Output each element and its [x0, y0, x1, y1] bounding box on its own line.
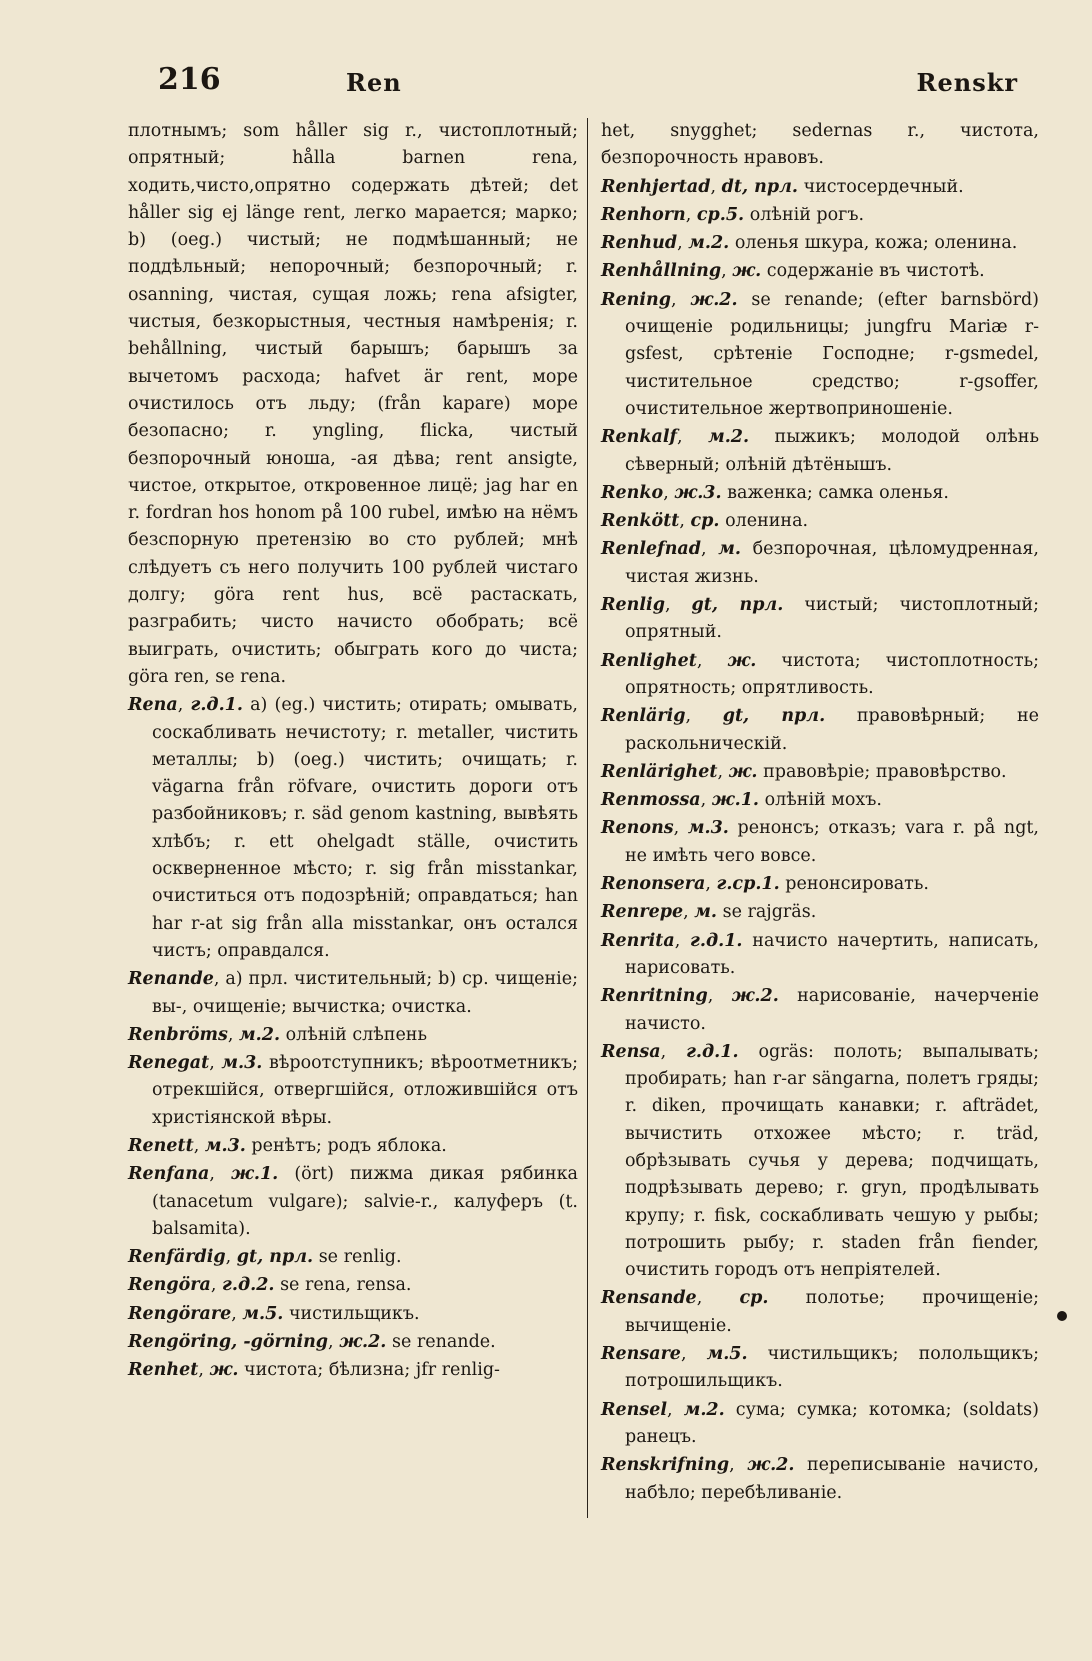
- entry-headword: Renons: [601, 818, 674, 839]
- dictionary-entry: Renande, a) прл. чистительный; b) ср. чищеніе; вы-, очищеніе; вычистка; очистка.: [128, 969, 578, 1017]
- entry-grammar: м.5.: [706, 1344, 748, 1365]
- entry-grammar: ж.: [732, 261, 762, 282]
- continued-entry: het, snygghet; sedernas r., чистота, безпорочность нравовъ.: [601, 121, 1039, 169]
- entry-headword: Rensel: [601, 1399, 668, 1420]
- entry-definition: переписываніе начисто, набѣло; перебѣливаніе.: [625, 1455, 1039, 1503]
- entry-definition: вѣроотступникъ; вѣроотметникъ; отрекшійся, отвергшійся, отложившійся отъ христіянской вѣры.: [152, 1053, 578, 1128]
- entry-headword: Renhet: [128, 1360, 199, 1381]
- entry-grammar: ж.2.: [690, 289, 738, 310]
- entry-grammar: gt, прл.: [691, 595, 784, 616]
- entry-headword: Renhjertad: [601, 176, 711, 197]
- entry-definition: правовѣріе; правовѣрство.: [763, 761, 1007, 782]
- entry-definition: олѣній слѣпень: [285, 1024, 428, 1045]
- entry-headword: Renlefnad: [601, 539, 702, 560]
- entry-grammar: м.3.: [204, 1135, 246, 1156]
- dictionary-entry: Renegat, м.3. вѣроотступникъ; вѣроотметникъ; отрекшійся, отвергшійся, отложившійся отъ христіянской вѣры.: [128, 1053, 578, 1128]
- entry-grammar: gt, прл.: [722, 706, 826, 727]
- dictionary-entry: Renhorn, ср.5. олѣній рогъ.: [601, 204, 865, 225]
- dictionary-entry: Renkalf, м.2. пыжикъ; молодой олѣнь сѣверный; олѣній дѣтёнышъ.: [601, 427, 1039, 475]
- entry-grammar: м.2.: [239, 1024, 281, 1045]
- dictionary-entry: Renrita, г.д.1. начисто начертить, написать, нарисовать.: [601, 930, 1039, 978]
- entry-grammar: ср.: [739, 1288, 769, 1309]
- entry-headword: Renlärig: [601, 706, 686, 727]
- dictionary-entry: Renett, м.3. ренѣтъ; родъ яблока.: [128, 1135, 447, 1156]
- entry-headword: Renkalf: [601, 427, 678, 448]
- continued-entry: плотнымъ; som håller sig r., чистоплотный; опрятный; hålla barnen rena, ходить,чисто,опрятно содержать дѣтей; det håller sig ej länge rent, легко марается; марко; b) (oeg.) чистый; не подмѣшанный; не поддѣльный; непорочный; безпорочный; r. osanning, чистая, сущая ложь; rena afsigter, чистыя, безкорыстныя, честныя намѣренія; r. behållning, чистый барышъ; барышъ за вычетомъ расхода; hafvet är rent, море очистилось отъ льду; (från kapare) море безопасно; r. yngling, flicka, чистый безпорочный юноша, -ая дѣва; rent ansigte, чистое, открытое, откровенное лицё; jag har en r. fordran hos honom på 100 rubel, имѣю на нёмъ безспорную претензію во сто рублей; мнѣ слѣдуетъ съ него получить 100 рублей чистаго долгу; göra rent hus, всё растаскать, разграбить; чисто начисто обобрать; всё выиграть, очистить; обыграть кого до чиста; göra ren, se rena.: [128, 121, 578, 687]
- entry-headword: Renko: [601, 482, 664, 503]
- entry-headword: Renrepe: [601, 902, 684, 923]
- entry-definition: чистота; чистоплотность; опрятность; опрятливость.: [625, 650, 1039, 698]
- entry-grammar: ж.1.: [711, 790, 759, 811]
- entry-headword: Renhud: [601, 233, 678, 254]
- dictionary-entry: Renrepe, м. se rajgräs.: [601, 902, 817, 923]
- entry-definition: правовѣрный; не раскольническій.: [625, 706, 1039, 754]
- entry-grammar: м.3.: [221, 1053, 263, 1074]
- entry-headword: Rensande: [601, 1288, 697, 1309]
- dictionary-entry: Rensare, м.5. чистильщикъ; полольщикъ; потрошильщикъ.: [601, 1344, 1039, 1392]
- entry-headword: Renande: [128, 969, 214, 990]
- entry-definition: чистый; чистоплотный; опрятный.: [625, 595, 1039, 643]
- entry-definition: чистильщикъ.: [288, 1303, 420, 1324]
- entry-definition: se renande; (efter barnsbörd) очищеніе родильницы; jungfru Mariæ r-gsfest, срѣтеніе Господне; r-gsmedel, чистительное средство; r-gsoffer, очистительное жертвоприношеніе.: [625, 289, 1039, 419]
- page-number: 216: [158, 62, 221, 97]
- entry-grammar: ср.: [690, 511, 720, 532]
- entry-headword: Rengöra: [128, 1275, 211, 1296]
- entry-headword: Renskrifning: [601, 1455, 730, 1476]
- dictionary-entry: Renonsera, г.ср.1. ренонсировать.: [601, 874, 929, 895]
- entry-definition: чистосердечный.: [803, 176, 964, 197]
- column-divider: [587, 118, 588, 1518]
- margin-mark: [1057, 1311, 1067, 1321]
- entry-definition: олѣній рогъ.: [749, 204, 865, 225]
- entry-grammar: г.д.1.: [190, 695, 243, 716]
- dictionary-entry: Rengöring, -görning, ж.2. se renande.: [128, 1332, 496, 1353]
- entry-headword: Renmossa: [601, 790, 701, 811]
- entry-grammar: ср.5.: [696, 204, 745, 225]
- entry-grammar: м.3.: [687, 818, 729, 839]
- entry-definition: оленина.: [725, 511, 809, 532]
- dictionary-entry: Renlefnad, м. безпорочная, цѣломудренная, чистая жизнь.: [601, 539, 1039, 587]
- entry-definition: полотье; прочищеніе; вычищеніе.: [625, 1288, 1039, 1336]
- entry-headword: Renfärdig: [128, 1247, 226, 1268]
- entry-headword: Renbröms: [128, 1024, 228, 1045]
- entry-grammar: ж.3.: [674, 482, 722, 503]
- entry-definition: ренонсъ; отказъ; vara r. på ngt, не имѣть чего вовсе.: [625, 818, 1039, 866]
- entry-definition: важенка; самка оленья.: [727, 482, 949, 503]
- dictionary-entry: Renskrifning, ж.2. переписываніе начисто, набѣло; перебѣливаніе.: [601, 1455, 1039, 1503]
- left-column: [128, 118, 578, 1386]
- entry-grammar: ж.2.: [747, 1455, 795, 1476]
- entry-definition: se renande.: [391, 1332, 496, 1353]
- entry-headword: Renfana: [128, 1164, 210, 1185]
- entry-grammar: г.д.2.: [222, 1275, 275, 1296]
- entry-definition: se rajgräs.: [722, 902, 817, 923]
- entry-grammar: gt, прл.: [236, 1247, 314, 1268]
- entry-headword: Rensa: [601, 1041, 661, 1062]
- entry-headword: Rengöring, -görning: [128, 1332, 329, 1353]
- running-head-right: Renskr: [916, 68, 1018, 97]
- entry-grammar: ж.2.: [731, 986, 779, 1007]
- entry-grammar: ж.: [209, 1360, 239, 1381]
- dictionary-entry: Rensel, м.2. сума; сумка; котомка; (soldats) ранецъ.: [601, 1399, 1039, 1447]
- dictionary-entry: Renhjertad, dt, прл. чистосердечный.: [601, 176, 964, 197]
- dictionary-entry: Renhud, м.2. оленья шкура, кожа; оленина.: [601, 233, 1018, 254]
- entry-definition: начисто начертить, написать, нарисовать.: [625, 930, 1039, 978]
- entry-definition: олѣній мохъ.: [764, 790, 882, 811]
- entry-grammar: м.2.: [708, 427, 750, 448]
- entry-headword: Rening: [601, 289, 672, 310]
- entry-grammar: м.2.: [688, 233, 730, 254]
- right-column: [601, 118, 1039, 1508]
- entry-grammar: м.2.: [683, 1399, 725, 1420]
- entry-grammar: м.: [694, 902, 718, 923]
- dictionary-entry: Rena, г.д.1. a) (eg.) чистить; отирать; омывать, соскабливать нечистоту; r. metaller, чистить металлы; b) (oeg.) чистить; очищать; r. vägarna från röfvare, очистить дороги отъ разбойниковъ; r. säd genom kastning, вывѣять хлѣбъ; r. ett ohelgadt ställe, очистить оскверненное мѣсто; r. sig från misstankar, очиститься отъ подозрѣній; оправдаться; han har r-at sig från alla misstankar, онъ остался чистъ; оправдался.: [128, 695, 578, 961]
- dictionary-entry: Renlärighet, ж. правовѣріе; правовѣрство.: [601, 761, 1007, 782]
- entry-headword: Renritning: [601, 986, 708, 1007]
- entry-headword: Renrita: [601, 930, 675, 951]
- dictionary-entry: Renmossa, ж.1. олѣній мохъ.: [601, 790, 882, 811]
- entry-headword: Renonsera: [601, 874, 706, 895]
- entry-headword: Rena: [128, 695, 178, 716]
- dictionary-entry: Rengörare, м.5. чистильщикъ.: [128, 1303, 420, 1324]
- entry-definition: сума; сумка; котомка; (soldats) ранецъ.: [625, 1399, 1039, 1447]
- entry-grammar: ж.: [728, 761, 758, 782]
- entry-definition: a) (eg.) чистить; отирать; омывать, соскабливать нечистоту; r. metaller, чистить металлы; b) (oeg.) чистить; очищать; r. vägarna från röfvare, очистить дороги отъ разбойниковъ; r. säd genom kastning, вывѣять хлѣбъ; r. ett ohelgadt ställe, очистить оскверненное мѣсто; r. sig från misstankar, очиститься отъ подозрѣній; оправдаться; han har r-at sig från alla misstankar, онъ остался чистъ; оправдался.: [152, 695, 578, 961]
- page-header: [158, 62, 1018, 102]
- dictionary-entry: Renritning, ж.2. нарисованіе, начерченіе начисто.: [601, 986, 1039, 1034]
- dictionary-entry: Rening, ж.2. se renande; (efter barnsbörd) очищеніе родильницы; jungfru Mariæ r-gsfest, срѣтеніе Господне; r-gsmedel, чистительное средство; r-gsoffer, очистительное жертвоприношеніе.: [601, 289, 1039, 419]
- entry-grammar: г.д.1.: [686, 1041, 739, 1062]
- running-head-left: Ren: [346, 68, 402, 97]
- entry-definition: чистильщикъ; полольщикъ; потрошильщикъ.: [625, 1344, 1039, 1392]
- entry-headword: Rengörare: [128, 1303, 232, 1324]
- entry-headword: Rensare: [601, 1344, 681, 1365]
- entry-headword: Renlig: [601, 595, 665, 616]
- dictionary-entry: Rensande, ср. полотье; прочищеніе; вычищеніе.: [601, 1288, 1039, 1336]
- entry-grammar: м.5.: [242, 1303, 284, 1324]
- entry-headword: Renlärighet: [601, 761, 718, 782]
- dictionary-entry: Renhållning, ж. содержаніе въ чистотѣ.: [601, 261, 985, 282]
- entry-definition: оленья шкура, кожа; оленина.: [734, 233, 1018, 254]
- entry-definition: se rena, rensa.: [280, 1275, 412, 1296]
- dictionary-entry: Renfärdig, gt, прл. se renlig.: [128, 1247, 402, 1268]
- entry-headword: Renhållning: [601, 261, 722, 282]
- entry-definition: чистота; бѣлизна; jfr renlig-: [244, 1360, 500, 1381]
- dictionary-entry: Renhet, ж. чистота; бѣлизна; jfr renlig-: [128, 1360, 500, 1381]
- entry-grammar: dt, прл.: [721, 176, 798, 197]
- dictionary-entry: Rengöra, г.д.2. se rena, rensa.: [128, 1275, 412, 1296]
- dictionary-entry: Renlig, gt, прл. чистый; чистоплотный; опрятный.: [601, 595, 1039, 643]
- dictionary-entry: Renlärig, gt, прл. правовѣрный; не раскольническій.: [601, 706, 1039, 754]
- entry-headword: Renegat: [128, 1053, 210, 1074]
- dictionary-entry: Renlighet, ж. чистота; чистоплотность; опрятность; опрятливость.: [601, 650, 1039, 698]
- entry-definition: безпорочная, цѣломудренная, чистая жизнь.: [625, 539, 1039, 587]
- entry-headword: Renkött: [601, 511, 680, 532]
- dictionary-entry: Renfana, ж.1. (ört) пижма дикая рябинка (tanacetum vulgare); salvie-r., калуферъ (t. balsamita).: [128, 1164, 578, 1239]
- dictionary-entry: Rensa, г.д.1. ogräs: полоть; выпалывать; пробирать; han r-ar sängarna, полетъ гряды; r. diken, прочищать канавки; r. afträdet, вычистить отхожее мѣсто; r. träd, обрѣзывать сучья у дерева; подчищать, подрѣзывать дерево; r. gryn, продѣлывать крупу; r. fisk, соскабливать чешую у рыбы; потрошить рыбу; r. staden från fiender, очистить городъ отъ непріятелей.: [601, 1041, 1039, 1281]
- entry-grammar: г.д.1.: [690, 930, 743, 951]
- entry-grammar: ж.1.: [231, 1164, 279, 1185]
- entry-headword: Renlighet: [601, 650, 697, 671]
- entry-definition: (ört) пижма дикая рябинка (tanacetum vulgare); salvie-r., калуферъ (t. balsamita).: [152, 1164, 578, 1239]
- dictionary-entry: Renons, м.3. ренонсъ; отказъ; vara r. på ngt, не имѣть чего вовсе.: [601, 818, 1039, 866]
- entry-definition: содержаніе въ чистотѣ.: [766, 261, 985, 282]
- entry-grammar: м.: [718, 539, 741, 560]
- entry-definition: нарисованіе, начерченіе начисто.: [625, 986, 1039, 1034]
- dictionary-entry: Renko, ж.3. важенка; самка оленья.: [601, 482, 949, 503]
- entry-definition: пыжикъ; молодой олѣнь сѣверный; олѣній дѣтёнышъ.: [625, 427, 1039, 475]
- entry-headword: Renett: [128, 1135, 194, 1156]
- entry-definition: se renlig.: [318, 1247, 402, 1268]
- entry-grammar: г.ср.1.: [716, 874, 780, 895]
- dictionary-entry: Renbröms, м.2. олѣній слѣпень: [128, 1024, 428, 1045]
- entry-definition: ogräs: полоть; выпалывать; пробирать; han r-ar sängarna, полетъ гряды; r. diken, прочищать канавки; r. afträdet, вычистить отхожее мѣсто; r. träd, обрѣзывать сучья у дерева; подчищать, подрѣзывать дерево; r. gryn, продѣлывать крупу; r. fisk, соскабливать чешую у рыбы; потрошить рыбу; r. staden från fiender, очистить городъ отъ непріятелей.: [625, 1041, 1039, 1281]
- dictionary-entry: Renkött, ср. оленина.: [601, 511, 809, 532]
- entry-definition: ренѣтъ; родъ яблока.: [251, 1135, 447, 1156]
- entry-definition: a) прл. чистительный; b) ср. чищеніе; вы-, очищеніе; вычистка; очистка.: [152, 969, 578, 1017]
- entry-definition: ренонсировать.: [785, 874, 929, 895]
- entry-grammar: ж.: [727, 650, 757, 671]
- entry-headword: Renhorn: [601, 204, 686, 225]
- entry-grammar: ж.2.: [339, 1332, 387, 1353]
